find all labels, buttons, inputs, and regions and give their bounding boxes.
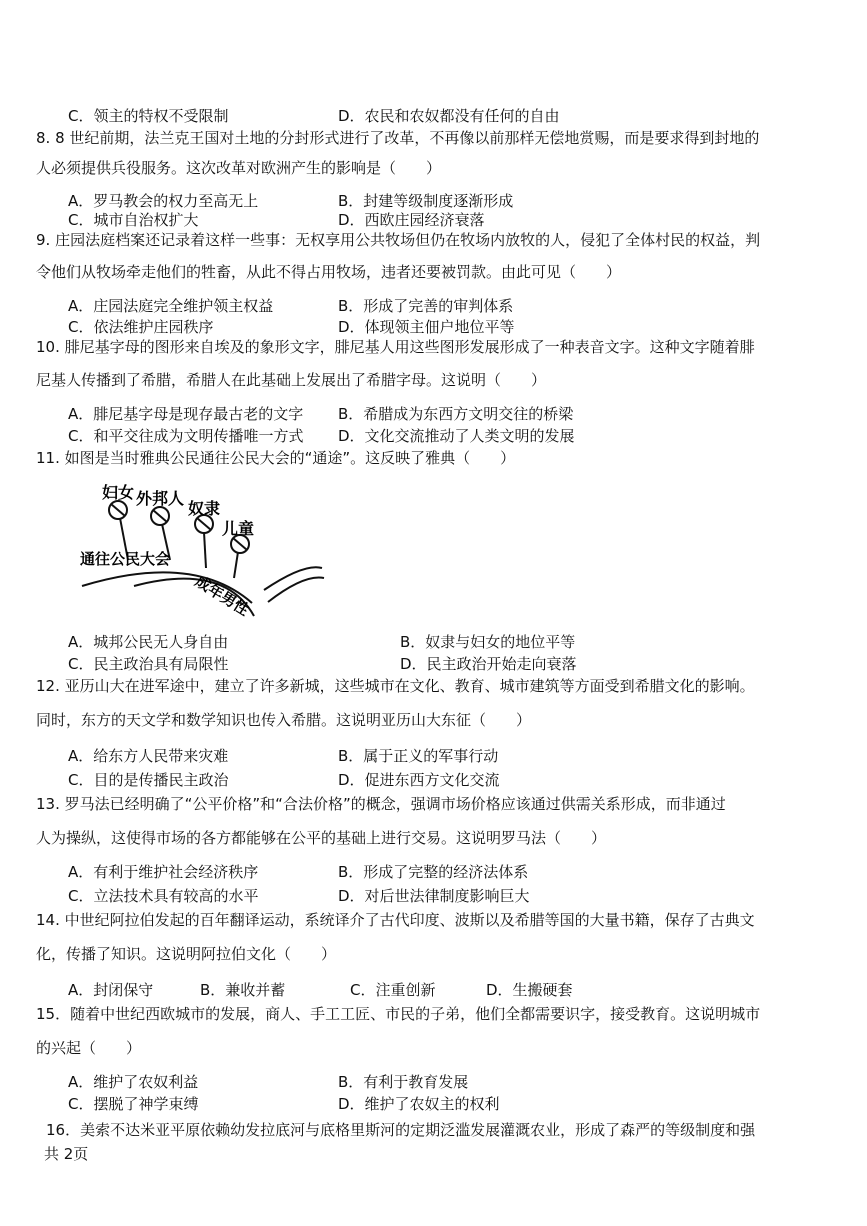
q9-option-d: D．体现领主佃户地位平等 — [338, 318, 515, 336]
q10-option-b: B．希腊成为东西方文明交往的桥梁 — [338, 405, 574, 423]
q15-option-c: C．摆脱了神学束缚 — [68, 1095, 199, 1113]
q14-option-d: D．生搬硬套 — [486, 981, 573, 999]
q8-option-b: B．封建等级制度逐渐形成 — [338, 192, 514, 210]
q13-option-d: D．对后世法律制度影响巨大 — [338, 887, 530, 905]
label-children: 儿童 — [222, 519, 255, 538]
page-count: 共 2页 — [44, 1145, 89, 1163]
athens-assembly-figure — [74, 478, 334, 628]
question-13-text-cont: 人为操纵，这使得市场的各方都能够在公平的基础上进行交易。这说明罗马法（ ） — [36, 829, 607, 847]
question-13-text: 13. 罗马法已经明确了“公平价格”和“合法价格”的概念，强调市场价格应该通过供需关系形成，而非通过 — [36, 795, 726, 813]
q8-option-d: D．西欧庄园经济衰落 — [338, 211, 485, 229]
label-slaves: 奴隶 — [188, 499, 221, 518]
q14-option-c: C．注重创新 — [350, 981, 436, 999]
q13-option-b: B．形成了完整的经济法体系 — [338, 863, 529, 881]
q12-option-d: D．促进东西方文化交流 — [338, 771, 500, 789]
q11-option-b: B．奴隶与妇女的地位平等 — [400, 633, 576, 651]
option-c: C．领主的特权不受限制 — [68, 107, 229, 125]
q12-option-c: C．目的是传播民主政治 — [68, 771, 229, 789]
q15-option-d: D．维护了农奴主的权利 — [338, 1095, 500, 1113]
q8-option-c: C．城市自治权扩大 — [68, 211, 199, 229]
question-12-text-cont: 同时，东方的天文学和数学知识也传入希腊。这说明亚历山大东征（ ） — [36, 711, 532, 729]
q9-option-c: C．依法维护庄园秩序 — [68, 318, 214, 336]
q13-option-c: C．立法技术具有较高的水平 — [68, 887, 259, 905]
question-16-text: 16．美索不达米亚平原依赖幼发拉底河与底格里斯河的定期泛滥发展灌溉农业，形成了森严的等级制度和强 — [46, 1121, 756, 1139]
question-12-text: 12. 亚历山大在进军途中，建立了许多新城，这些城市在文化、教育、城市建筑等方面受到希腊文化的影响。 — [36, 677, 755, 695]
label-foreigners: 外邦人 — [136, 489, 185, 508]
q9-option-a: A．庄园法庭完全维护领主权益 — [68, 297, 274, 315]
q10-option-d: D．文化交流推动了人类文明的发展 — [338, 427, 575, 445]
question-8-text: 8. 8 世纪前期，法兰克王国对土地的分封形式进行了改革，不再像以前那样无偿地赏赐，而是要求得到封地的 — [36, 129, 760, 147]
q11-option-d: D．民主政治开始走向衰落 — [400, 655, 577, 673]
label-women: 妇女 — [102, 483, 135, 502]
question-10-text: 10. 腓尼基字母的图形来自埃及的象形文字，腓尼基人用这些图形发展形成了一种表音文字。这种文字随着腓 — [36, 338, 755, 356]
q12-option-b: B．属于正义的军事行动 — [338, 747, 499, 765]
q12-option-a: A．给东方人民带来灾难 — [68, 747, 229, 765]
question-11-text: 11. 如图是当时雅典公民通往公民大会的“通途”。这反映了雅典（ ） — [36, 449, 516, 467]
q15-option-b: B．有利于教育发展 — [338, 1073, 469, 1091]
q9-option-b: B．形成了完善的审判体系 — [338, 297, 514, 315]
q8-option-a: A．罗马教会的权力至高无上 — [68, 192, 259, 210]
q10-option-a: A．腓尼基字母是现存最古老的文字 — [68, 405, 304, 423]
q14-option-a: A．封闭保守 — [68, 981, 154, 999]
question-15-text: 15．随着中世纪西欧城市的发展，商人、手工工匠、市民的子弟，他们全都需要识字，接受教育。这说明城市 — [36, 1005, 761, 1023]
q11-option-a: A．城邦公民无人身自由 — [68, 633, 229, 651]
label-men: 成年男性 — [191, 572, 253, 620]
q14-option-b: B．兼收并蓄 — [200, 981, 286, 999]
question-9-text-cont: 令他们从牧场牵走他们的牲畜，从此不得占用牧场，违者还要被罚款。由此可见（ ） — [36, 263, 622, 281]
q10-option-c: C．和平交往成为文明传播唯一方式 — [68, 427, 304, 445]
question-14-text-cont: 化，传播了知识。这说明阿拉伯文化（ ） — [36, 945, 337, 963]
option-d: D．农民和农奴都没有任何的自由 — [338, 107, 560, 125]
question-10-text-cont: 尼基人传播到了希腊，希腊人在此基础上发展出了希腊字母。这说明（ ） — [36, 371, 547, 389]
label-road: 通往公民大会 — [80, 550, 171, 568]
q11-option-c: C．民主政治具有局限性 — [68, 655, 229, 673]
question-14-text: 14. 中世纪阿拉伯发起的百年翻译运动，系统译介了古代印度、波斯以及希腊等国的大量书籍，保存了古典文 — [36, 911, 755, 929]
question-9-text: 9. 庄园法庭档案还记录着这样一些事：无权享用公共牧场但仍在牧场内放牧的人，侵犯了全体村民的权益，判 — [36, 231, 761, 249]
question-15-text-cont: 的兴起（ ） — [36, 1039, 142, 1057]
question-8-text-cont: 人必须提供兵役服务。这次改革对欧洲产生的影响是（ ） — [36, 159, 442, 177]
q15-option-a: A．维护了农奴利益 — [68, 1073, 199, 1091]
q13-option-a: A．有利于维护社会经济秩序 — [68, 863, 259, 881]
